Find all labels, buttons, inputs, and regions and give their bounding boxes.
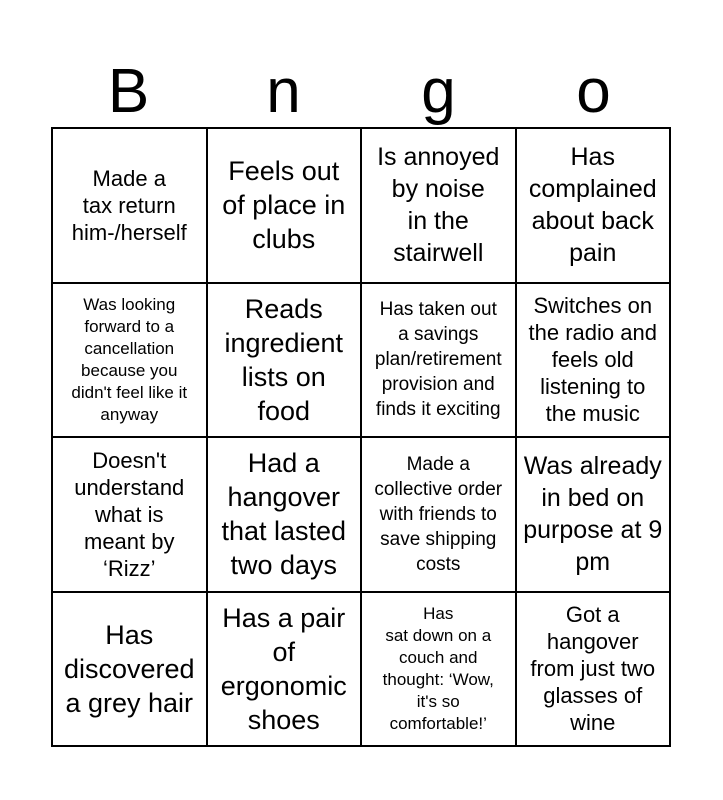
cell-text: Doesn't understand what is meant by ‘Rizz’ xyxy=(74,447,185,581)
bingo-cell[interactable] xyxy=(517,438,672,593)
bingo-grid xyxy=(51,127,671,747)
bingo-cell[interactable] xyxy=(208,438,363,593)
header-letter-o: o xyxy=(576,57,611,126)
bingo-cell[interactable] xyxy=(517,593,672,748)
bingo-cell[interactable] xyxy=(53,438,208,593)
header-letter-b: B xyxy=(107,57,150,126)
header-letter-g: g xyxy=(421,57,456,126)
cell-text: Switches on the radio and feels old listening to the music xyxy=(528,293,657,427)
bingo-header xyxy=(51,56,671,126)
cell-text: Has discovered a grey hair xyxy=(63,619,195,718)
cell-text: Has complained about back pain xyxy=(528,143,657,268)
bingo-cell[interactable] xyxy=(208,593,363,748)
header-letter-n: n xyxy=(266,57,301,126)
cell-text: Has taken out a savings plan/retirement provision and finds it exciting xyxy=(374,299,502,421)
cell-text: Has sat down on a couch and thought: ‘Wow, it's so comfortable!’ xyxy=(382,603,494,733)
cell-text: Got a hangover from just two glasses of wine xyxy=(530,602,656,736)
bingo-cell[interactable] xyxy=(53,129,208,284)
bingo-cell[interactable] xyxy=(53,593,208,748)
cell-text: Was looking forward to a cancellation because you didn't feel like it anyway xyxy=(71,294,188,424)
cell-text: Feels out of place in clubs xyxy=(222,156,346,255)
bingo-cell[interactable] xyxy=(517,129,672,284)
bingo-cell[interactable] xyxy=(517,284,672,439)
cell-text: Is annoyed by noise in the stairwell xyxy=(377,143,500,268)
bingo-cell[interactable] xyxy=(362,593,517,748)
bingo-cell[interactable] xyxy=(362,438,517,593)
cell-text: Made a collective order with friends to save shipping costs xyxy=(374,453,503,575)
bingo-cell[interactable] xyxy=(362,129,517,284)
cell-text: Had a hangover that lasted two days xyxy=(221,448,347,581)
bingo-cell[interactable] xyxy=(362,284,517,439)
cell-text: Reads ingredient lists on food xyxy=(224,293,344,426)
bingo-cell[interactable] xyxy=(53,284,208,439)
cell-text: Was already in bed on purpose at 9 pm xyxy=(523,452,663,577)
bingo-cell[interactable] xyxy=(208,129,363,284)
cell-text: Has a pair of ergonomic shoes xyxy=(220,602,347,735)
cell-text: Made a tax return him-/herself xyxy=(71,165,187,245)
bingo-cell[interactable] xyxy=(208,284,363,439)
